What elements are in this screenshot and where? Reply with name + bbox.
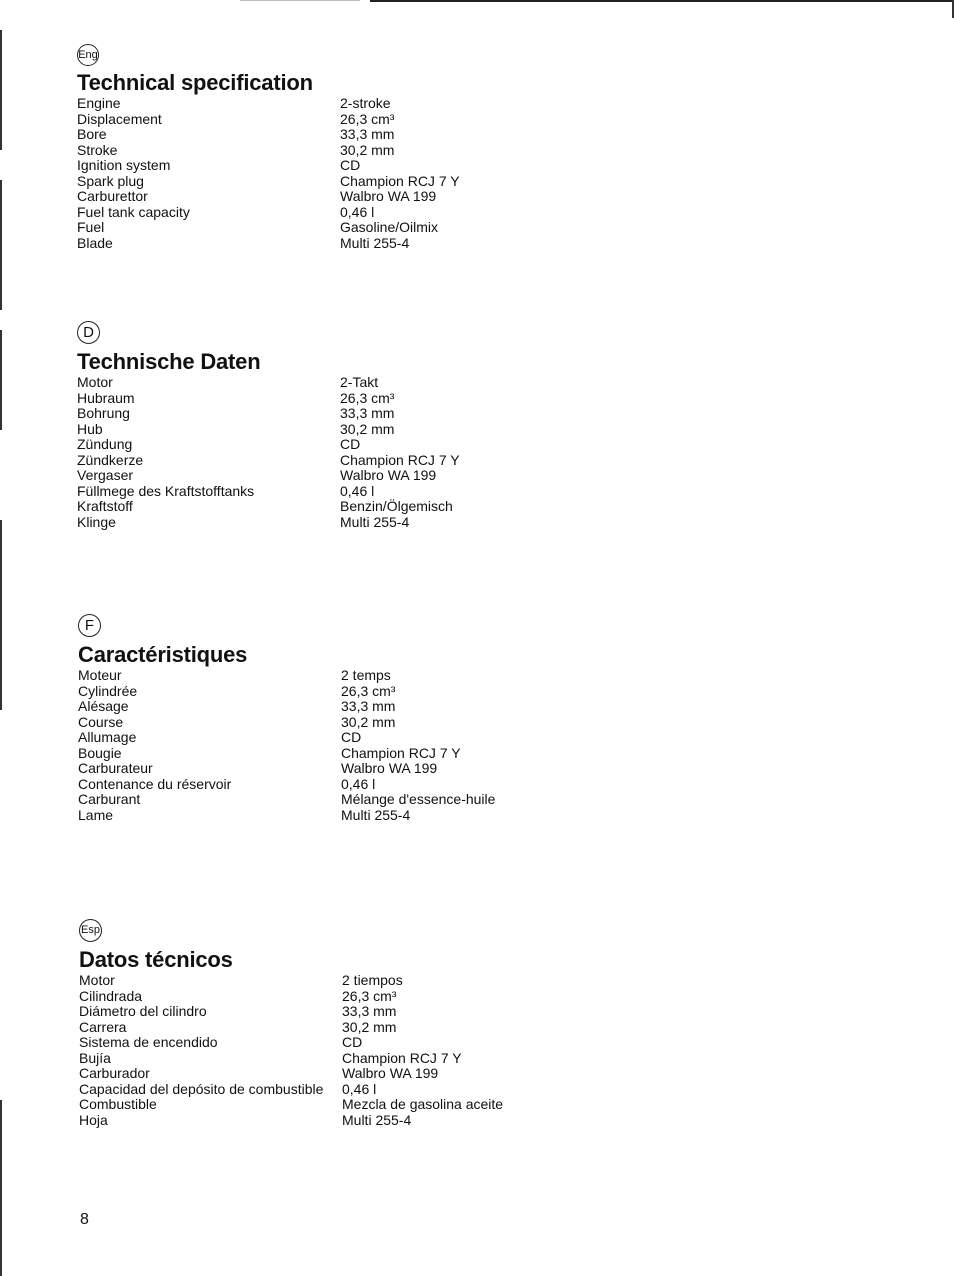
- spec-value: 0,46 l: [342, 1080, 377, 1097]
- spec-section-french: [78, 614, 678, 823]
- spec-row: [79, 1097, 679, 1113]
- spec-label: Sistema de encendido: [79, 1034, 218, 1050]
- spec-value: Multi 255-4: [340, 234, 410, 251]
- section-title: Technical specification: [77, 70, 313, 95]
- spec-value: Benzin/Ölgemisch: [340, 498, 453, 514]
- spec-value: 26,3 cm³: [340, 389, 395, 406]
- spec-label: Combustible: [79, 1096, 157, 1112]
- spec-row: [77, 406, 677, 422]
- spec-value: Walbro WA 199: [340, 467, 437, 483]
- spec-value: 0,46 l: [340, 482, 375, 499]
- spec-label: Capacidad del depósito de combustible: [79, 1080, 324, 1097]
- spec-label: Carrera: [79, 1018, 127, 1035]
- spec-label: Contenance du réservoir: [78, 775, 232, 792]
- spec-row: [78, 715, 678, 731]
- spec-label: Course: [78, 713, 124, 730]
- spec-row: [77, 112, 677, 128]
- spec-label: Carburador: [79, 1065, 150, 1081]
- spec-label: Stroke: [77, 141, 118, 158]
- spec-list: [77, 375, 677, 530]
- spec-value: 2-stroke: [340, 95, 391, 111]
- spec-label: Carburettor: [77, 188, 148, 204]
- spec-value: CD: [342, 1034, 363, 1050]
- spec-row: [79, 989, 679, 1005]
- spec-row: [77, 189, 677, 205]
- spec-value: 33,3 mm: [340, 405, 395, 421]
- spec-label: Klinge: [77, 513, 116, 530]
- spec-label: Füllmege des Kraftstofftanks: [77, 482, 255, 499]
- spec-value: 30,2 mm: [340, 420, 395, 437]
- spec-list: [77, 96, 677, 251]
- spec-value: 26,3 cm³: [340, 110, 395, 127]
- section-title: Caractéristiques: [78, 642, 248, 667]
- spec-label: Vergaser: [77, 467, 134, 483]
- spec-value: Mélange d'essence-huile: [341, 791, 496, 807]
- spec-row: [78, 808, 678, 824]
- spec-row: [79, 1035, 679, 1051]
- spec-label: Bougie: [78, 744, 122, 761]
- spec-value: Multi 255-4: [341, 806, 411, 823]
- spec-label: Diámetro del cilindro: [79, 1003, 207, 1019]
- spec-row: [79, 1113, 679, 1129]
- language-badge: Esp: [79, 919, 102, 942]
- spec-row: [77, 205, 677, 221]
- spec-value: 2-Takt: [340, 374, 379, 390]
- spec-label: Zündung: [77, 436, 133, 452]
- spec-row: [79, 973, 679, 989]
- spec-label: Blade: [77, 234, 113, 251]
- top-rule: [370, 0, 954, 2]
- spec-row: [77, 127, 677, 143]
- spec-value: 33,3 mm: [340, 126, 395, 142]
- spec-label: Motor: [77, 374, 113, 390]
- spec-row: [79, 1082, 679, 1098]
- spec-row: [78, 761, 678, 777]
- section-title: Technische Daten: [77, 349, 261, 374]
- spec-value: CD: [341, 729, 362, 745]
- spec-label: Hoja: [79, 1111, 108, 1128]
- spec-row: [77, 220, 677, 236]
- spec-label: Hubraum: [77, 389, 135, 406]
- spec-row: [78, 746, 678, 762]
- spec-value: 30,2 mm: [342, 1018, 397, 1035]
- left-edge-mark: [0, 30, 2, 150]
- spec-list: [79, 973, 679, 1128]
- spec-row: [77, 515, 677, 531]
- left-edge-mark: [0, 330, 2, 430]
- spec-label: Displacement: [77, 110, 162, 127]
- spec-row: [77, 143, 677, 159]
- page-number: 8: [80, 1211, 89, 1228]
- spec-row: [77, 158, 677, 174]
- spec-row: [77, 96, 677, 112]
- spec-section-spanish: [79, 919, 679, 1128]
- spec-label: Cylindrée: [78, 682, 138, 699]
- spec-label: Ignition system: [77, 157, 171, 173]
- spec-label: Carburateur: [78, 760, 153, 776]
- spec-label: Spark plug: [77, 172, 144, 189]
- language-badge: F: [78, 614, 101, 637]
- spec-value: 0,46 l: [340, 203, 375, 220]
- spec-label: Engine: [77, 95, 121, 111]
- spec-label: Motor: [79, 972, 115, 988]
- left-edge-mark: [0, 180, 2, 310]
- spec-label: Alésage: [78, 698, 129, 714]
- spec-row: [77, 375, 677, 391]
- spec-value: 2 tiempos: [342, 972, 403, 988]
- spec-row: [78, 668, 678, 684]
- spec-value: Champion RCJ 7 Y: [340, 172, 460, 189]
- spec-label: Allumage: [78, 729, 137, 745]
- language-badge: D: [77, 321, 100, 344]
- spec-row: [77, 484, 677, 500]
- spec-row: [78, 699, 678, 715]
- spec-row: [77, 499, 677, 515]
- spec-section-english: [77, 44, 677, 251]
- left-edge-mark: [0, 520, 2, 710]
- language-badge: Eng: [77, 44, 99, 66]
- spec-value: 2 temps: [341, 667, 391, 683]
- spec-value: Walbro WA 199: [342, 1065, 439, 1081]
- spec-value: Multi 255-4: [340, 513, 410, 530]
- spec-value: 30,2 mm: [340, 141, 395, 158]
- spec-value: Champion RCJ 7 Y: [342, 1049, 462, 1066]
- spec-value: Champion RCJ 7 Y: [341, 744, 461, 761]
- section-title: Datos técnicos: [79, 947, 233, 972]
- spec-row: [77, 468, 677, 484]
- spec-label: Kraftstoff: [77, 498, 133, 514]
- spec-row: [79, 1020, 679, 1036]
- spec-label: Moteur: [78, 667, 122, 683]
- spec-label: Carburant: [78, 791, 141, 807]
- spec-value: 30,2 mm: [341, 713, 396, 730]
- spec-list: [78, 668, 678, 823]
- spec-row: [79, 1051, 679, 1067]
- spec-value: Mezcla de gasolina aceite: [342, 1096, 504, 1112]
- spec-value: 0,46 l: [341, 775, 376, 792]
- spec-value: Walbro WA 199: [341, 760, 438, 776]
- spec-row: [79, 1066, 679, 1082]
- spec-label: Bohrung: [77, 405, 130, 421]
- spec-row: [77, 391, 677, 407]
- spec-label: Bore: [77, 126, 107, 142]
- spec-row: [78, 777, 678, 793]
- top-rule-faint: [240, 0, 360, 1]
- spec-value: Gasoline/Oilmix: [340, 219, 439, 235]
- spec-row: [77, 437, 677, 453]
- spec-value: 33,3 mm: [342, 1003, 397, 1019]
- spec-value: Walbro WA 199: [340, 188, 437, 204]
- spec-value: Multi 255-4: [342, 1111, 412, 1128]
- left-edge-mark: [0, 1100, 2, 1276]
- spec-row: [77, 453, 677, 469]
- spec-section-german: [77, 321, 677, 530]
- spec-label: Cilindrada: [79, 987, 143, 1004]
- spec-row: [78, 730, 678, 746]
- spec-row: [77, 174, 677, 190]
- spec-label: Bujía: [79, 1049, 111, 1066]
- spec-value: CD: [340, 157, 361, 173]
- spec-value: 26,3 cm³: [342, 987, 397, 1004]
- spec-label: Fuel: [77, 219, 105, 235]
- spec-value: CD: [340, 436, 361, 452]
- spec-value: 26,3 cm³: [341, 682, 396, 699]
- spec-label: Hub: [77, 420, 103, 437]
- spec-label: Zündkerze: [77, 451, 144, 468]
- spec-row: [78, 684, 678, 700]
- spec-row: [78, 792, 678, 808]
- spec-label: Fuel tank capacity: [77, 203, 190, 220]
- spec-row: [79, 1004, 679, 1020]
- spec-row: [77, 236, 677, 252]
- spec-value: Champion RCJ 7 Y: [340, 451, 460, 468]
- spec-value: 33,3 mm: [341, 698, 396, 714]
- spec-label: Lame: [78, 806, 114, 823]
- spec-row: [77, 422, 677, 438]
